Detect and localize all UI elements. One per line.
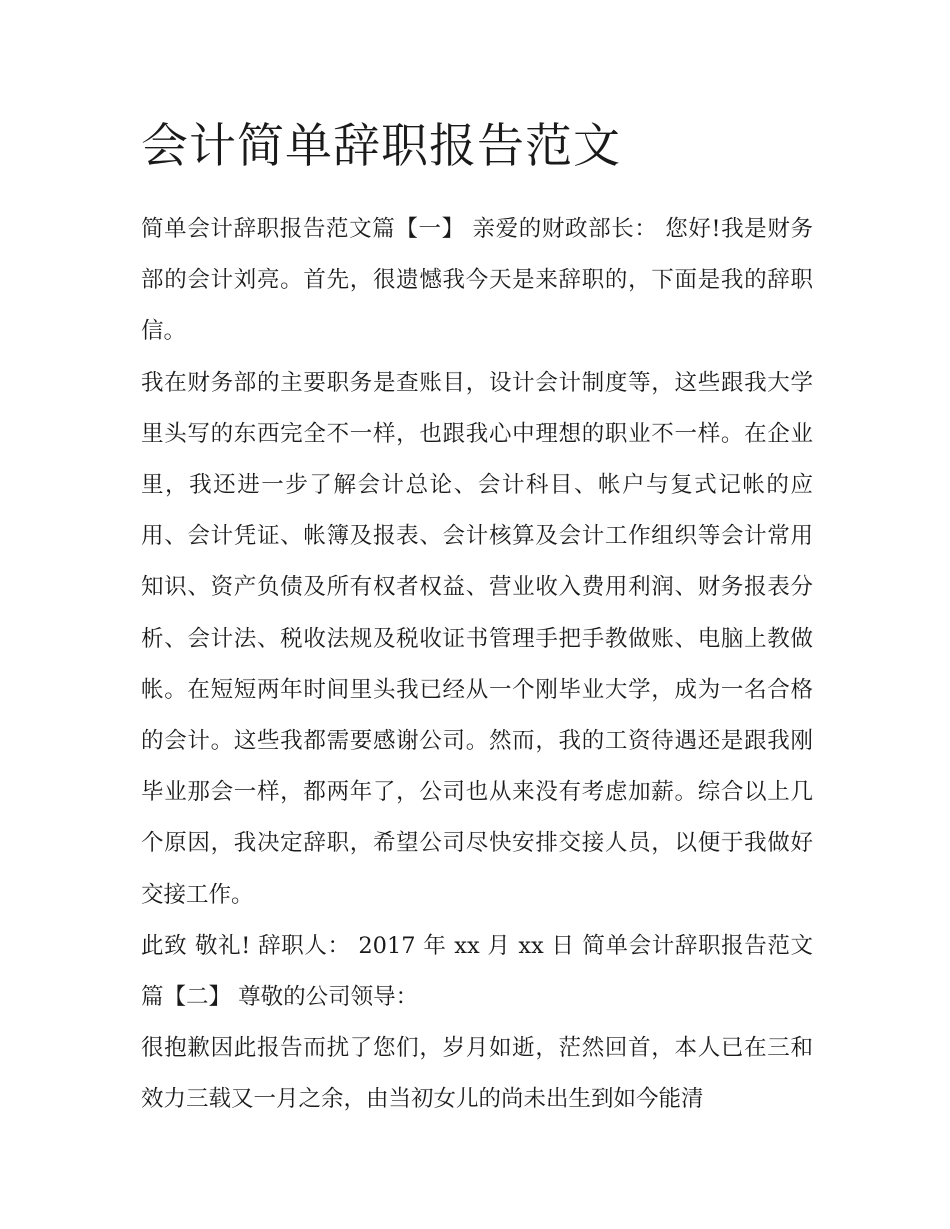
paragraph-closing: 此致 敬礼! 辞职人： 2017 年 xx 月 xx 日 简单会计辞职报告范文篇【二】 尊敬的公司领导： (141, 932, 813, 1011)
paragraph-duties: 我在财务部的主要职务是查账目，设计会计制度等，这些跟我大学里头写的东西完全不一样，也跟我心中理想的职业不一样。在企业里，我还进一步了解会计总论、会计科目、帐户与复式记帐的应用、会计凭证、帐簿及报表、会计核算及会计工作组织等会计常用知识、资产负债及所有权者权益、营业收入费用利润、财务报表分析、会计法、税收法规及税收证书管理手把手教做账、电脑上教做帐。在短短两年时间里头我已经从一个刚毕业大学，成为一名合格的会计。这些我都需要感谢公司。然而，我的工资待遇还是跟我刚毕业那会一样，都两年了，公司也从来没有考虑加薪。综合以上几个原因，我决定辞职，希望公司尽快安排交接人员，以便于我做好交接工作。 (141, 369, 813, 908)
paragraph-intro: 简单会计辞职报告范文篇【一】 亲爱的财政部长： 您好!我是财务部的会计刘亮。首先，很遗憾我今天是来辞职的，下面是我的辞职信。 (141, 216, 813, 345)
document-body (141, 112, 813, 1126)
document-title: 会计简单辞职报告范文 (141, 119, 621, 174)
paragraph-second-letter: 很抱歉因此报告而扰了您们，岁月如逝，茫然回首，本人已在三和效力三载又一月之余，由当初女儿的尚未出生到如今能清 (141, 1035, 813, 1113)
